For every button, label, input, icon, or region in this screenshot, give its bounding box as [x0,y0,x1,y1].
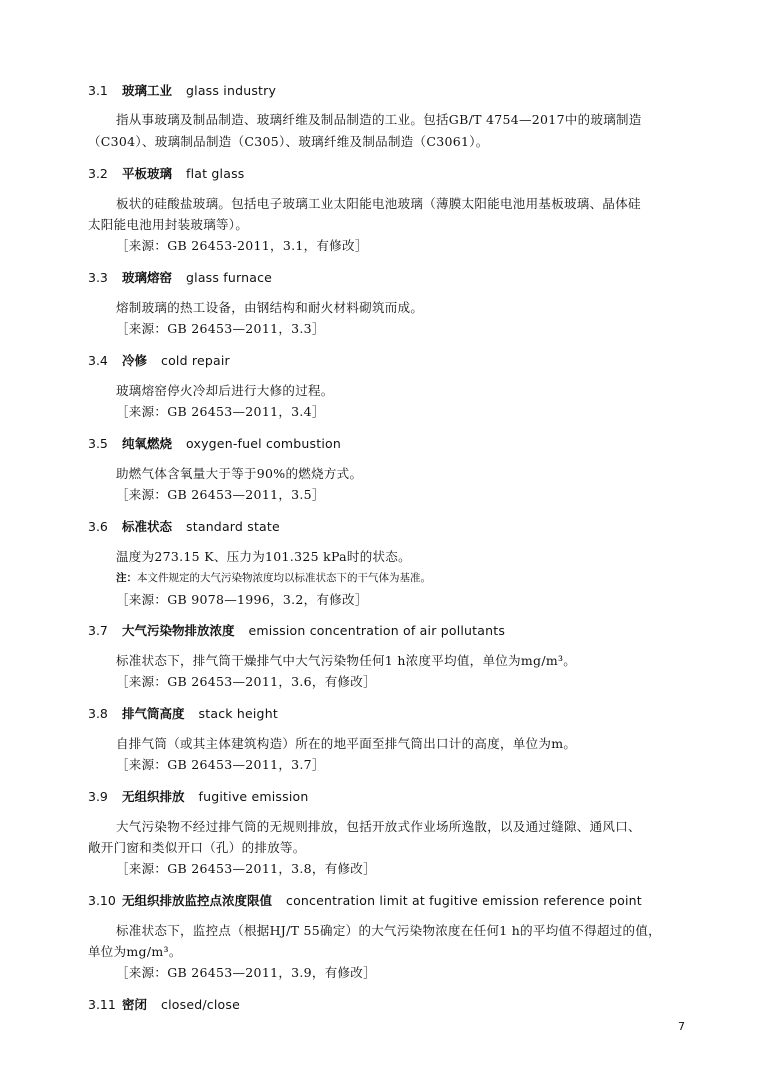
term-chinese: 无组织排放 [122,789,185,804]
note-text: 本文件规定的大气污染物浓度均以标准状态下的干气体为基准。 [137,572,431,584]
note [116,570,431,586]
definition-line: 自排气筒（或其主体建筑构造）所在的地平面至排气筒出口计的高度，单位为m。 [116,736,577,751]
term-english: closed/close [161,997,240,1012]
term-number: 3.5 [88,436,108,451]
page-number: 7 [678,1020,685,1033]
term-chinese: 玻璃熔窑 [122,270,173,285]
term-heading [88,893,642,909]
term-heading [88,706,278,722]
term-chinese: 密闭 [122,997,148,1012]
term-heading [88,623,505,639]
term-heading [88,436,341,452]
term-heading [88,789,309,805]
source-citation: ［来源：GB 26453—2011，3.3］ [116,321,325,336]
source-citation: ［来源：GB 26453—2011，3.5］ [116,487,325,502]
definition-line: 助燃气体含氧量大于等于90%的燃烧方式。 [116,466,363,481]
term-chinese: 大气污染物排放浓度 [122,623,235,638]
term-heading [88,353,230,369]
term-heading [88,83,276,99]
source-citation: ［来源：GB 26453—2011，3.6，有修改］ [116,674,376,689]
definition-line: 板状的硅酸盐玻璃。包括电子玻璃工业太阳能电池玻璃（薄膜太阳能电池用基板玻璃、晶体硅 [116,196,641,211]
term-heading [88,997,240,1013]
term-english: stack height [198,706,278,721]
definition-line: 标准状态下，监控点（根据HJ/T 55确定）的大气污染物浓度在任何1 h的平均值不得超过的值， [116,923,661,938]
source-citation: ［来源：GB 9078—1996，3.2，有修改］ [116,592,368,607]
definition-line: 温度为273.15 K、压力为101.325 kPa时的状态。 [116,549,411,564]
term-chinese: 玻璃工业 [122,83,173,98]
source-citation: ［来源：GB 26453—2011，3.7］ [116,757,325,772]
term-chinese: 冷修 [122,353,148,368]
term-english: cold repair [161,353,230,368]
source-citation: ［来源：GB 26453—2011，3.4］ [116,404,325,419]
definition-line: 标准状态下，排气筒干燥排气中大气污染物任何1 h浓度平均值，单位为mg/m³。 [116,653,577,668]
term-number: 3.6 [88,519,108,534]
term-number: 3.7 [88,623,108,638]
term-heading [88,519,280,535]
term-chinese: 平板玻璃 [122,166,173,181]
source-citation: ［来源：GB 26453—2011，3.8，有修改］ [116,861,376,876]
term-english: oxygen-fuel combustion [186,436,342,451]
source-citation: ［来源：GB 26453-2011，3.1，有修改］ [116,238,368,253]
definition-line: 敞开门窗和类似开口（孔）的排放等。 [88,840,306,855]
definition-line: 太阳能电池用封装玻璃等）。 [88,217,249,232]
term-chinese: 纯氧燃烧 [122,436,173,451]
definition-line: 大气污染物不经过排气筒的无规则排放，包括开放式作业场所逸散，以及通过缝隙、通风口、 [116,819,641,834]
definition-line: 指从事玻璃及制品制造、玻璃纤维及制品制造的工业。包括GB/T 4754—2017中的玻璃制造 [116,112,642,127]
term-chinese: 标准状态 [122,519,173,534]
term-english: fugitive emission [198,789,309,804]
term-number: 3.10 [88,893,116,908]
term-number: 3.4 [88,353,108,368]
source-citation: ［来源：GB 26453—2011，3.9，有修改］ [116,965,376,980]
term-english: standard state [186,519,280,534]
term-number: 3.11 [88,997,116,1012]
term-english: concentration limit at fugitive emission reference point [286,893,642,908]
term-number: 3.3 [88,270,108,285]
term-heading [88,270,272,286]
term-number: 3.1 [88,83,108,98]
term-number: 3.2 [88,166,108,181]
term-number: 3.9 [88,789,108,804]
term-heading [88,166,245,182]
note-label: 注： [116,572,137,584]
term-number: 3.8 [88,706,108,721]
term-chinese: 排气筒高度 [122,706,185,721]
term-chinese: 无组织排放监控点浓度限值 [122,893,273,908]
term-english: flat glass [186,166,245,181]
term-english: glass furnace [186,270,273,285]
term-english: glass industry [186,83,277,98]
definition-line: （C304）、玻璃制品制造（C305）、玻璃纤维及制品制造（C3061）。 [88,134,489,149]
term-english: emission concentration of air pollutants [248,623,506,638]
definition-line: 玻璃熔窑停火冷却后进行大修的过程。 [116,383,334,398]
definition-line: 熔制玻璃的热工设备，由钢结构和耐火材料砌筑而成。 [116,300,424,315]
definition-line: 单位为mg/m³。 [88,944,182,959]
